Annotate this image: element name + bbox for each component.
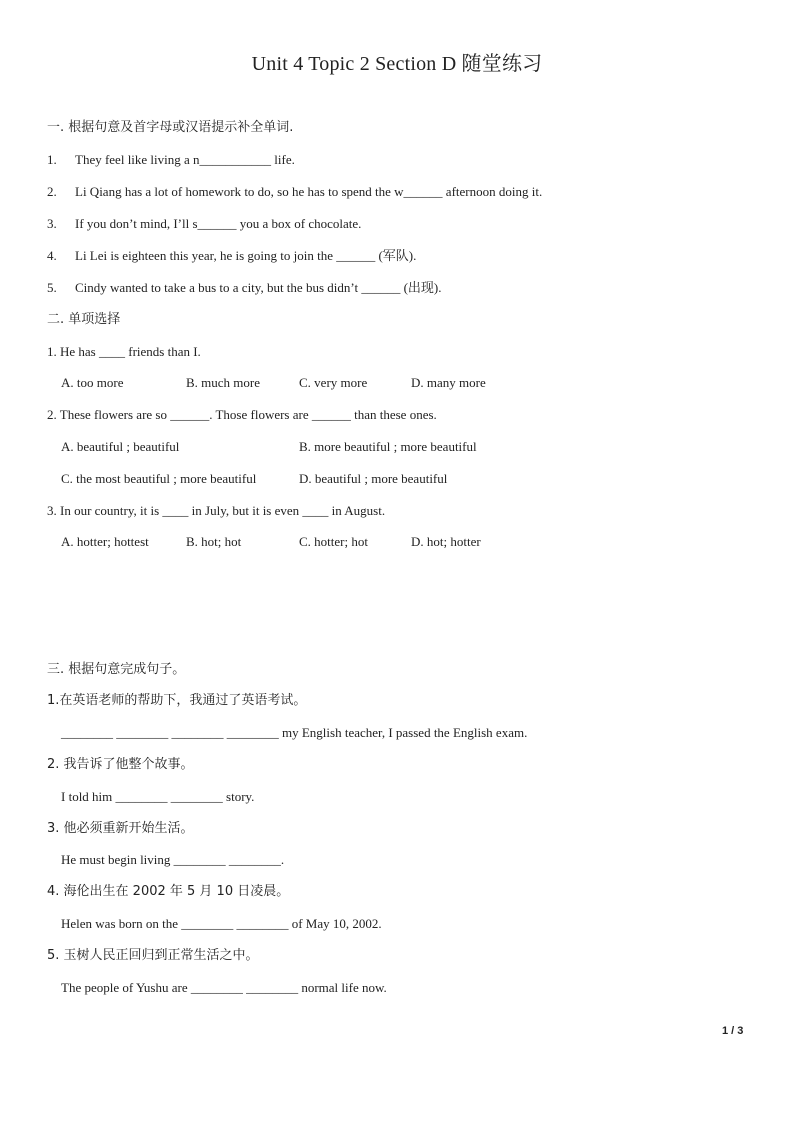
translation-answer-line: The people of Yushu are ________ ________ normal life now. [61,980,387,995]
item-text: Li Lei is eighteen this year, he is going to join the ______ (军队). [75,248,417,263]
page-title: Unit 4 Topic 2 Section D 随堂练习 [251,53,543,75]
section1-item [47,248,416,264]
mc-option: A. hotter; hottest [61,534,149,549]
mc-question: 3. In our country, it is ____ in July, but it is even ____ in August. [47,503,386,518]
translation-prompt: 4. 海伦出生在 2002 年 5 月 10 日凌晨。 [47,884,290,899]
mc-option: B. much more [186,375,261,390]
section1-item [47,184,542,200]
item-number: 4. [47,248,57,263]
mc-option: A. beautiful ; beautiful [61,439,180,454]
translation-answer-line: I told him ________ ________ story. [61,789,255,804]
section3-heading: 三. 根据句意完成句子。 [47,662,186,677]
mc-question: 2. These flowers are so ______. Those flowers are ______ than these ones. [47,407,437,422]
mc-option: D. beautiful ; more beautiful [299,471,448,486]
translation-prompt: 2. 我告诉了他整个故事。 [47,757,194,772]
mc-option: B. hot; hot [186,534,242,549]
mc-question: 1. He has ____ friends than I. [47,344,201,359]
mc-option: C. very more [299,375,368,390]
mc-option: C. hotter; hot [299,534,368,549]
translation-answer-line: He must begin living ________ ________. [61,852,285,867]
section2-heading: 二. 单项选择 [47,312,121,327]
translation-prompt: 3. 他必须重新开始生活。 [47,821,194,836]
item-number: 2. [47,184,57,199]
mc-option: D. hot; hotter [411,534,481,549]
mc-option: A. too more [61,375,124,390]
section1-item [47,280,441,296]
item-text: Li Qiang has a lot of homework to do, so he has to spend the w______ afternoon doing it. [75,184,543,199]
item-number: 3. [47,216,57,231]
page-number: 1 / 3 [722,1025,744,1037]
translation-prompt: 1.在英语老师的帮助下，我通过了英语考试。 [47,693,307,708]
section1-item [47,152,295,168]
item-number: 5. [47,280,57,295]
translation-answer-line: ________ ________ ________ ________ my English teacher, I passed the English exam. [61,725,528,740]
mc-option: D. many more [411,375,486,390]
item-text: They feel like living a n___________ life. [75,152,295,167]
translation-answer-line: Helen was born on the ________ ________ of May 10, 2002. [61,916,382,931]
section1-heading: 一. 根据句意及首字母或汉语提示补全单词. [47,120,294,135]
translation-prompt: 5. 玉树人民正回归到正常生活之中。 [47,948,259,963]
section1-item [47,216,361,232]
mc-option: B. more beautiful ; more beautiful [299,439,477,454]
item-text: Cindy wanted to take a bus to a city, but the bus didn’t ______ (出现). [75,280,442,295]
item-number: 1. [47,152,57,167]
mc-option: C. the most beautiful ; more beautiful [61,471,257,486]
item-text: If you don’t mind, I’ll s______ you a box of chocolate. [75,216,362,231]
